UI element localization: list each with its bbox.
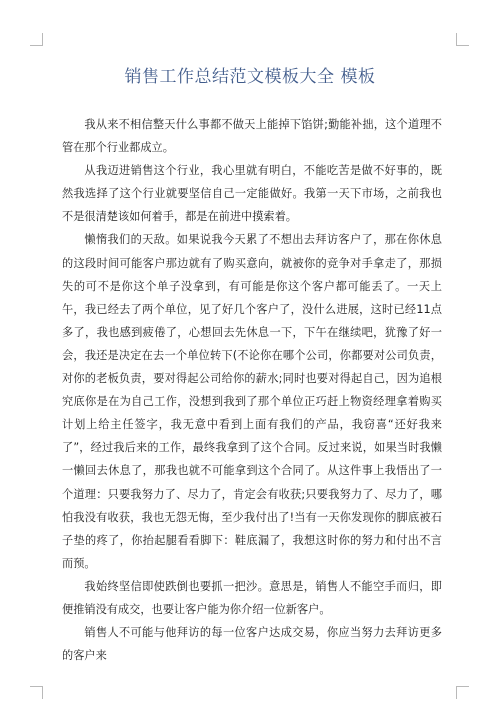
crop-mark-top-left (30, 33, 43, 46)
paragraph-4: 我始终坚信即使跌倒也要抓一把沙。意思是，销售人不能空手而归，即便推销没有成交，也要让客户能为你介绍一位新客户。 (62, 579, 442, 616)
paragraph-1: 我从来不相信整天什么事都不做天上能掉下馅饼;勤能补拙，这个道理不管在那个行业都成立。 (62, 118, 442, 155)
crop-mark-bottom-right (456, 686, 469, 699)
crop-mark-top-right (456, 33, 469, 46)
document-body (62, 113, 442, 673)
paragraph-5: 销售人不可能与他拜访的每一位客户达成交易，你应当努力去拜访更多的客户来 (62, 626, 442, 663)
document-title: 销售工作总结范文模板大全 模板 (124, 67, 376, 87)
paragraph-2: 从我迈进销售这个行业，我心里就有明白，不能吃苦是做不好事的，既然我选择了这个行业就要坚信自己一定能做好。我第一天下市场，之前我也不是很清楚该如何着手，都是在前进中摸索着。 (62, 164, 442, 224)
crop-mark-bottom-left (30, 686, 43, 699)
paragraph-3: 懒惰我们的天敌。如果说我今天累了不想出去拜访客户了，那在你休息的这段时间可能客户那边就有了购买意向，就被你的竞争对手拿走了，那损失的可不是你这个单子没拿到，有可能是你这个客户都可能丢了。一天上午，我已经去了两个单位，见了好几个客户了，没什么进展，这时已经11点多了，我也感到疲倦了，心想回去先休息一下，下午在继续吧，犹豫了好一会，我还是决定在去一个单位转下(不论你在哪个公司，你都要对公司负责，对你的老板负责，要对得起公司给你的薪水;同时也要对得起自己，因为追根究底你是在为自己工作，没想到我到了那个单位正巧赶上物资经理拿着购买计划上给主任签字，我无意中看到上面有我们的产品，我窃喜“还好我来了”，经过我后来的工作，最终我拿到了这个合同。反过来说，如果当时我懒一懒回去休息了，那我也就不可能拿到这个合同了。从这件事上我悟出了一个道理：只要我努力了、尽力了，肯定会有收获;只要我努力了、尽力了，哪怕我没有收获，我也无怨无悔，至少我付出了!当有一天你发现你的脚底被石子垫的疼了，你抬起腿看看脚下：鞋底漏了，我想这时你的努力和付出不言而预。 (62, 233, 442, 570)
